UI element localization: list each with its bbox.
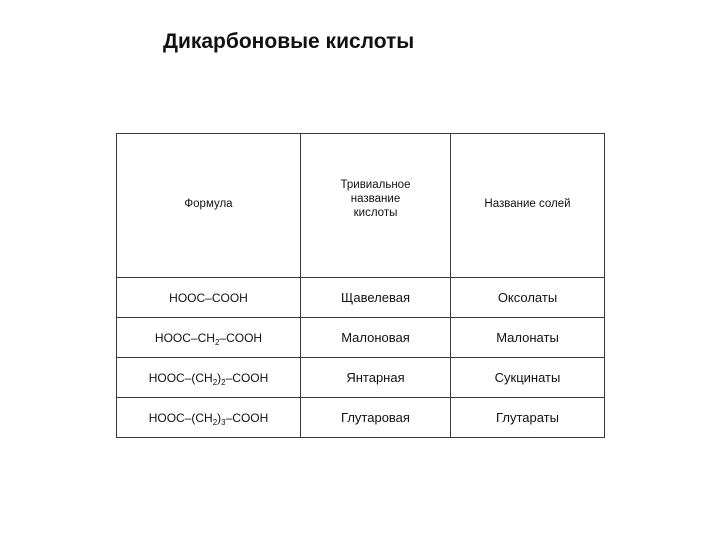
salt-name-cell: Глутараты bbox=[451, 398, 605, 438]
dicarboxylic-acids-table bbox=[116, 133, 605, 438]
header-formula bbox=[117, 134, 301, 278]
salt-name-cell: Оксолаты bbox=[451, 278, 605, 318]
chemical-formula: HOOC–$CH_2$–COOH bbox=[154, 330, 263, 347]
page-title: Дикарбоновые кислоты bbox=[163, 30, 415, 53]
trivial-name-cell: Щавелевая bbox=[301, 278, 451, 318]
formula-cell bbox=[117, 318, 301, 358]
header-trivial-name-label: Тривиальное название кислоты bbox=[340, 179, 411, 219]
table-row bbox=[117, 318, 605, 358]
table-row bbox=[117, 358, 605, 398]
chemical-formula: HOOC–$(CH_2)_2$–COOH bbox=[148, 370, 269, 387]
formula-cell bbox=[117, 398, 301, 438]
salt-name-cell: Малонаты bbox=[451, 318, 605, 358]
salt-name-cell: Сукцинаты bbox=[451, 358, 605, 398]
header-formula-label: Формула bbox=[184, 198, 233, 210]
formula-cell bbox=[117, 358, 301, 398]
trivial-name-cell: Янтарная bbox=[301, 358, 451, 398]
formula-cell bbox=[117, 278, 301, 318]
header-salt-name-label: Название солей bbox=[484, 198, 571, 210]
table-row bbox=[117, 398, 605, 438]
chemical-formula: HOOC–$(CH_2)_3$–COOH bbox=[148, 410, 269, 427]
header-salt-name bbox=[451, 134, 605, 278]
table-row bbox=[117, 278, 605, 318]
trivial-name-cell: Глутаровая bbox=[301, 398, 451, 438]
header-trivial-name bbox=[301, 134, 451, 278]
trivial-name-cell: Малоновая bbox=[301, 318, 451, 358]
chemical-formula: HOOC–COOH bbox=[169, 290, 248, 305]
table-header-row bbox=[117, 134, 605, 278]
